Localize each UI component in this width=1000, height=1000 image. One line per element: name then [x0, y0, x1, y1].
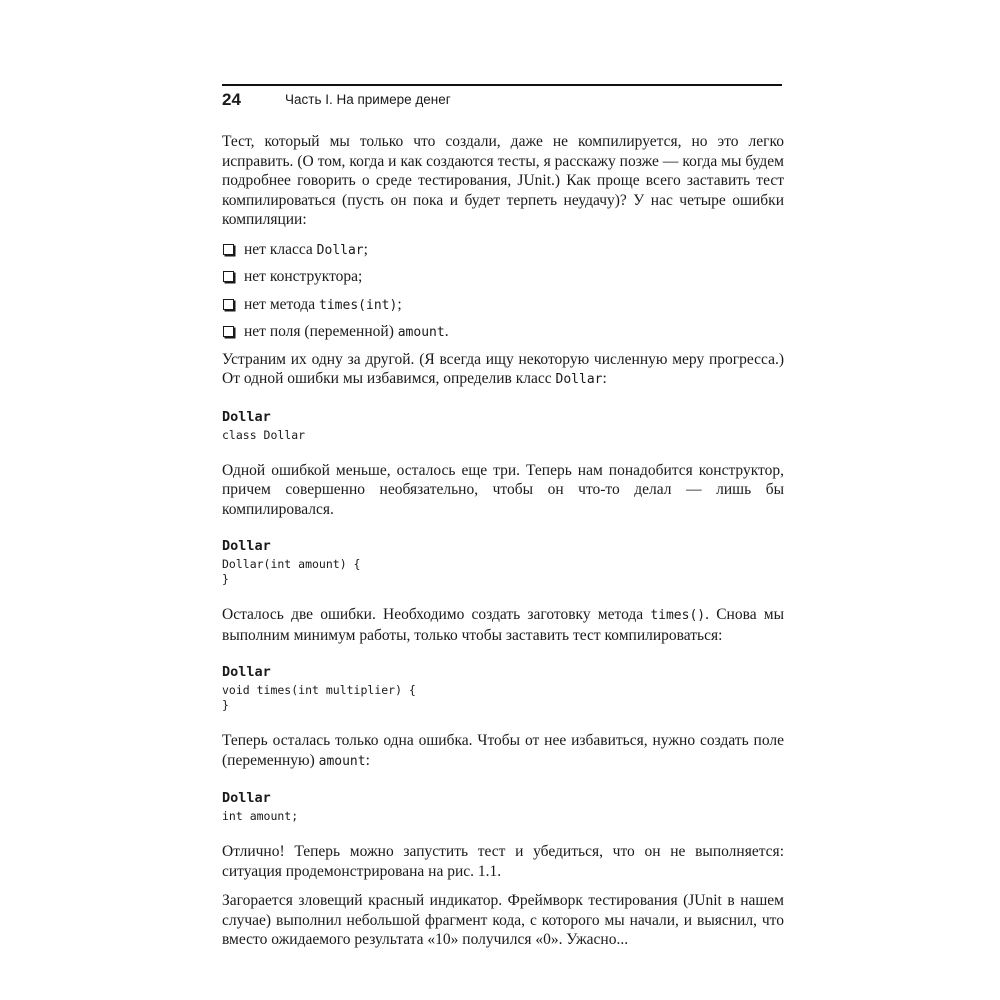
checkbox-bullet-icon: [223, 244, 234, 255]
code-line: class Dollar: [222, 427, 306, 442]
code-listing-class: [222, 408, 784, 443]
list-item: нет поля (переменной) amount.: [222, 322, 784, 342]
paragraph-run-test: Отлично! Теперь можно запустить тест и убедиться, что он не выполняется: ситуация продемонстрирована на рис. 1.1.: [222, 843, 784, 880]
code-listing-field: [222, 789, 784, 824]
code-line: Dollar(int amount) {: [222, 557, 361, 571]
page-number: 24: [222, 90, 241, 109]
code-title: Dollar: [222, 408, 271, 425]
paragraph-fix-plan: Устраним их одну за другой. (Я всегда ищу некоторую численную меру прогресса.) От одной ошибки мы избавимся, определив класс Dollar:: [222, 350, 784, 387]
list-item: нет класса Dollar;: [222, 240, 784, 260]
code-title: Dollar: [222, 664, 271, 680]
list-item: нет конструктора;: [222, 267, 784, 287]
paragraph-method: Осталось две ошибки. Необходимо создать заготовку метода times(). Снова мы выполним минимум работы, только чтобы заставить тест компилироваться:: [222, 606, 784, 644]
checkbox-bullet-icon: [223, 326, 234, 337]
code-listing-constructor: [222, 537, 784, 587]
code-title: Dollar: [222, 790, 271, 806]
bullet-list: [222, 240, 784, 342]
code-line: }: [222, 698, 229, 712]
page-body: [222, 132, 784, 960]
code-line: int amount;: [222, 809, 299, 823]
code-line: }: [222, 572, 229, 586]
code-listing-method: [222, 663, 784, 713]
running-title: Часть I. На примере денег: [285, 92, 451, 107]
checkbox-bullet-icon: [223, 299, 234, 310]
checkbox-bullet-icon: [223, 271, 234, 282]
paragraph-intro: Тест, который мы только что создали, даже не компилируется, но это легко исправить. (О том, когда и как создаются тесты, я расскажу позже — когда мы будем подробнее говорить о среде тестирования, JUnit.) Как проще всего заставить тест компилироваться (пусть он пока и будет терпеть неудачу)? У нас четыре ошибки компиляции:: [222, 133, 784, 228]
list-item: нет метода times(int);: [222, 295, 784, 315]
paragraph-red-bar: Загорается зловещий красный индикатор. Фреймворк тестирования (JUnit в нашем случае) выполнил небольшой фрагмент кода, с которого мы начали, и выяснил, что вместо ожидаемого результата «10» получился «0». Ужасно...: [222, 892, 784, 948]
paragraph-field: Теперь осталась только одна ошибка. Чтобы от нее избавиться, нужно создать поле (переменную) amount:: [222, 732, 784, 769]
code-line: void times(int multiplier) {: [222, 683, 416, 697]
page-header: [222, 84, 782, 110]
paragraph-constructor: Одной ошибкой меньше, осталось еще три. Теперь нам понадобится конструктор, причем совершенно необязательно, чтобы он что-то делал — лишь бы компилировался.: [222, 461, 784, 518]
code-title: Dollar: [222, 538, 271, 554]
